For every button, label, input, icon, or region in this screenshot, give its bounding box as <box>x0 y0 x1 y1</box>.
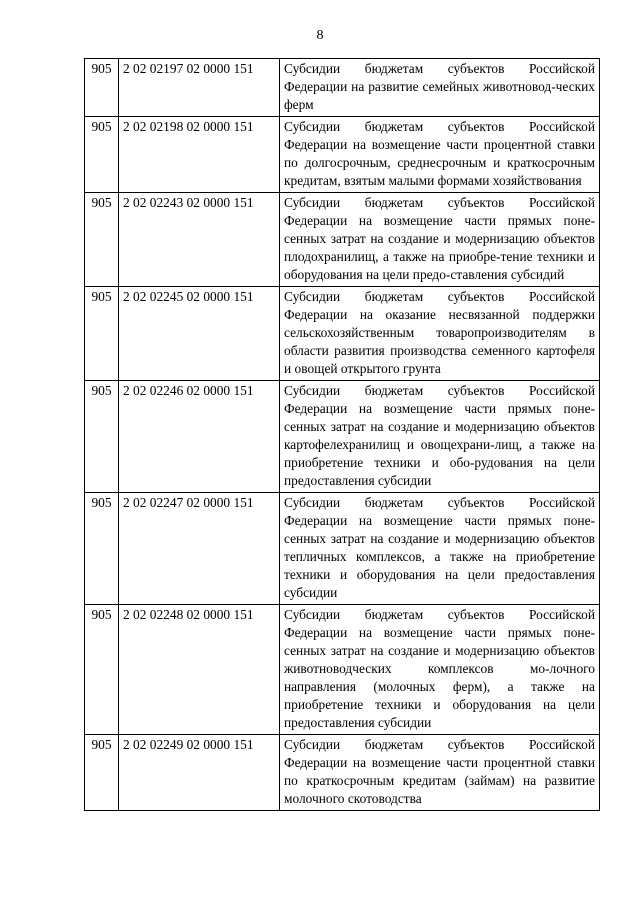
table-row <box>85 605 600 735</box>
admin-code-cell: 905 <box>85 287 119 381</box>
table-row <box>85 735 600 811</box>
admin-code-cell: 905 <box>85 493 119 605</box>
income-name-cell: Субсидии бюджетам субъектов Российской Федерации на возмещение части прямых поне-сенных затрат на создание и модернизацию объектов плодохранилищ, а также на приобре-тение техники и оборудования на цели предо-ставления субсидий <box>280 193 600 287</box>
classification-code-cell: 2 02 02198 02 0000 151 <box>119 117 280 193</box>
table-row <box>85 117 600 193</box>
classification-code-cell: 2 02 02245 02 0000 151 <box>119 287 280 381</box>
table-row <box>85 287 600 381</box>
budget-codes-table <box>84 58 600 811</box>
income-name-cell: Субсидии бюджетам субъектов Российской Федерации на возмещение части прямых поне-сенных затрат на создание и модернизацию объектов животноводческих комплексов мо-лочного направления (молочных ферм), а также на приобретение техники и оборудования на цели предоставления субсидии <box>280 605 600 735</box>
income-name-cell: Субсидии бюджетам субъектов Российской Федерации на оказание несвязанной поддержки сельскохозяйственным товаропроизводителям в области развития производства семенного картофеля и овощей открытого грунта <box>280 287 600 381</box>
income-name-cell: Субсидии бюджетам субъектов Российской Федерации на возмещение части прямых поне-сенных затрат на создание и модернизацию объектов картофелехранилищ и овощехрани-лищ, а также на приобретение техники и обо-рудования на цели предоставления субсидии <box>280 381 600 493</box>
admin-code-cell: 905 <box>85 605 119 735</box>
income-name-cell: Субсидии бюджетам субъектов Российской Федерации на возмещение части прямых поне-сенных затрат на создание и модернизацию объектов тепличных комплексов, а также на приобретение техники и оборудования на цели предоставления субсидии <box>280 493 600 605</box>
classification-code-cell: 2 02 02248 02 0000 151 <box>119 605 280 735</box>
table-row <box>85 59 600 117</box>
admin-code-cell: 905 <box>85 59 119 117</box>
table-row <box>85 381 600 493</box>
page-number: 8 <box>316 28 324 43</box>
admin-code-cell: 905 <box>85 381 119 493</box>
admin-code-cell: 905 <box>85 117 119 193</box>
income-name-cell: Субсидии бюджетам субъектов Российской Федерации на возмещение части процентной ставки по долгосрочным, среднесрочным и краткосрочным кредитам, взятым малыми формами хозяйствования <box>280 117 600 193</box>
income-name-cell: Субсидии бюджетам субъектов Российской Федерации на возмещение части процентной ставки по краткосрочным кредитам (займам) на развитие молочного скотоводства <box>280 735 600 811</box>
classification-code-cell: 2 02 02243 02 0000 151 <box>119 193 280 287</box>
classification-code-cell: 2 02 02249 02 0000 151 <box>119 735 280 811</box>
classification-code-cell: 2 02 02247 02 0000 151 <box>119 493 280 605</box>
table-row <box>85 493 600 605</box>
admin-code-cell: 905 <box>85 735 119 811</box>
classification-code-cell: 2 02 02197 02 0000 151 <box>119 59 280 117</box>
classification-code-cell: 2 02 02246 02 0000 151 <box>119 381 280 493</box>
income-name-cell: Субсидии бюджетам субъектов Российской Федерации на развитие семейных животновод-ческих ферм <box>280 59 600 117</box>
admin-code-cell: 905 <box>85 193 119 287</box>
table-row <box>85 193 600 287</box>
